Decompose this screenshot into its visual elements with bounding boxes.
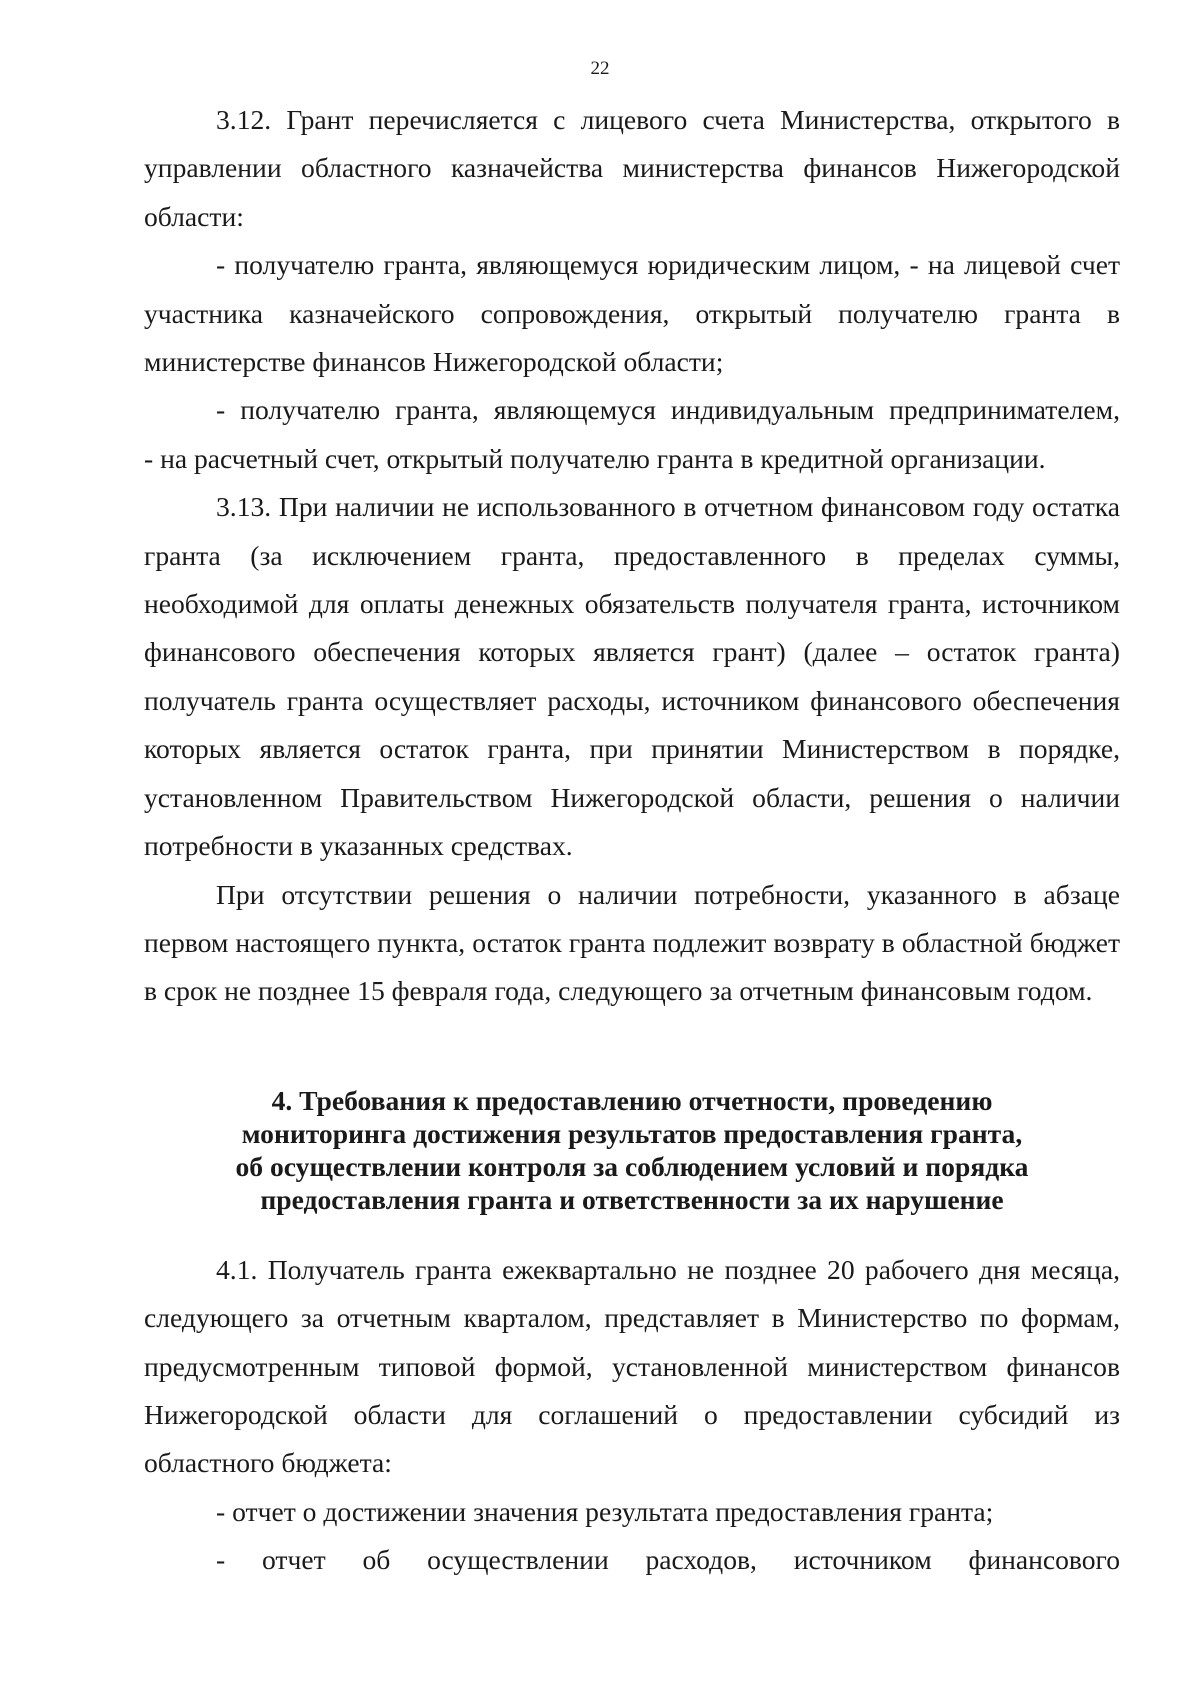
paragraph-3-12: 3.12. Грант перечисляется с лицевого счета Министерства, открытого в управлении областного казначейства министерства финансов Нижегородской области: — [144, 104, 1120, 232]
paragraph-3-13: 3.13. При наличии не использованного в отчетном финансовом году остатка гранта (за исключением гранта, предоставленного в пределах суммы, необходимой для оплаты денежных обязательств получателя гранта, источником финансового обеспечения которых является грант) (далее – остаток гранта) получатель гранта осуществляет расходы, источником финансового обеспечения которых является остаток гранта, при принятии Министерством в порядке, установленном Правительством Нижегородской области, решения о наличии потребности в указанных средствах. — [144, 491, 1120, 862]
section-4-heading — [144, 1084, 1120, 1216]
heading-line: мониторинга достижения результатов предоставления гранта, — [241, 1117, 1023, 1149]
heading-line: предоставления гранта и ответственности за их нарушение — [260, 1183, 1004, 1215]
heading-line: об осуществлении контроля за соблюдением условий и порядка — [235, 1150, 1029, 1182]
paragraph-4-1: 4.1. Получатель гранта ежеквартально не позднее 20 рабочего дня месяца, следующего за отчетным кварталом, представляет в Министерство по формам, предусмотренным типовой формой, установленной министерством финансов Нижегородской области для соглашений о предоставлении субсидий из областного бюджета: — [144, 1253, 1120, 1479]
list-item-legal-entity: - получателю гранта, являющемуся юридическим лицом, - на лицевой счет участника казначейского сопровождения, открытый получателю гранта в министерстве финансов Нижегородской области; — [144, 249, 1120, 378]
list-item-expense-report: - отчет об осуществлении расходов, источником финансового — [216, 1544, 1120, 1576]
list-item-entrepreneur-line1: - получателю гранта, являющемуся индивидуальным предпринимателем, — [216, 394, 1120, 426]
page-number: 22 — [590, 58, 610, 79]
paragraph-3-13-second: При отсутствии решения о наличии потребности, указанного в абзаце первом настоящего пункта, остаток гранта подлежит возврату в областной бюджет в срок не позднее 15 февраля года, следующего за отчетным финансовым годом. — [144, 878, 1120, 1007]
list-item-result-report: - отчет о достижении значения результата предоставления гранта; — [216, 1495, 994, 1527]
list-item-entrepreneur-line2: - на расчетный счет, открытый получателю гранта в кредитной организации. — [144, 442, 1046, 474]
heading-line: 4. Требования к предоставлению отчетности, проведению — [271, 1084, 993, 1116]
document-body — [144, 96, 1120, 1585]
